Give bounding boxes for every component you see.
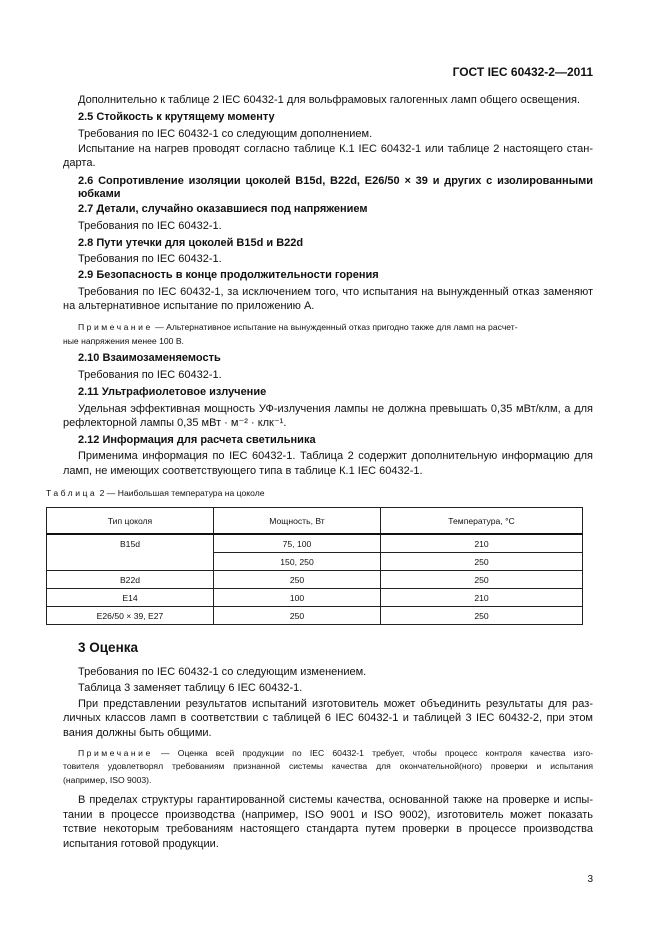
table-header-row [47,508,583,535]
paragraph: личных классов ламп в соответствии с таблицей 6 IEC 60432-1 и таблицей 3 IEC 60432-2, при этом [63,712,593,724]
table-row [47,553,583,571]
paragraph: Требования по IEC 60432-1. [78,253,222,265]
section-heading: 3 Оценка [78,640,138,655]
table-cell: 250 [214,571,381,589]
paragraph: Удельная эффективная мощность УФ-излучения лампы не должна превышать 0,35 мВт/клм, а для [78,403,593,415]
table-cell: 210 [381,589,583,607]
caption-label: Таблица [46,488,98,498]
document-header: ГОСТ IEC 60432-2—2011 [452,65,593,79]
section-heading: юбками [78,188,121,200]
table-cell: 150, 250 [214,553,381,571]
table-cell: 250 [381,553,583,571]
paragraph: В пределах структуры гарантированной системы качества, основанной также на проверке и испы- [78,794,593,806]
paragraph: рефлекторной лампы 0,35 мВт · м⁻² · клк⁻¹. [63,417,287,429]
paragraph: вания должны быть общими. [63,727,212,739]
table-row [47,589,583,607]
section-heading: 2.10 Взаимозаменяемость [78,352,221,364]
note [78,746,593,760]
paragraph: на альтернативное испытание по приложению А. [63,300,315,312]
note: товителя удовлетворял требованиям признанной системы качества для окончательной(ного) проверки и испытания [63,761,593,771]
paragraph: Требования по IEC 60432-1. [78,220,222,232]
paragraph: Требования по IEC 60432-1, за исключением того, что испытания на вынужденный отказ заменяют [78,286,593,298]
section-heading: 2.8 Пути утечки для цоколей B15d и B22d [78,237,304,249]
paragraph: Требования по IEC 60432-1. [78,369,222,381]
table-cell [47,553,214,571]
column-header: Тип цоколя [47,508,214,535]
paragraph: Дополнительно к таблице 2 IEC 60432-1 для вольфрамовых галогенных ламп общего освещения. [78,94,581,106]
page-number: 3 [587,874,593,885]
section-heading: 2.9 Безопасность в конце продолжительности горения [78,269,379,281]
table-caption [46,488,265,498]
table-cell: E26/50 × 39, E27 [47,607,214,625]
paragraph: Применима информация по IEC 60432-1. Таблица 2 содержит дополнительную информацию для [78,450,593,462]
note: ные напряжения менее 100 В. [63,336,184,346]
table-cell: 210 [381,534,583,553]
base-temperature-table [46,507,583,625]
note-label: Примечание [78,748,153,758]
table-cell: B22d [47,571,214,589]
column-header: Температура, °C [381,508,583,535]
column-header: Мощность, Вт [214,508,381,535]
section-heading: 2.11 Ультрафиолетовое излучение [78,386,267,398]
table-cell: 250 [214,607,381,625]
paragraph: дарта. [63,157,96,169]
note [78,320,593,334]
note: (например, ISO 9003). [63,775,152,785]
caption-text: 2 — Наибольшая температура на цоколе [99,488,265,498]
table-cell: E14 [47,589,214,607]
section-heading: 2.5 Стойкость к крутящему моменту [78,111,275,123]
paragraph: тствие некоторым требованиям настоящего стандарта путем проверки в процессе производства [63,823,593,835]
note-label: Примечание [78,322,153,332]
table-cell: B15d [47,534,214,553]
paragraph: Испытание на нагрев проводят согласно таблице К.1 IEC 60432-1 или таблице 2 настоящего стан- [78,143,593,155]
table-cell: 75, 100 [214,534,381,553]
note-text: — Альтернативное испытание на вынужденный отказ пригодно также для ламп на расчет- [155,322,518,332]
table-cell: 100 [214,589,381,607]
table-row [47,607,583,625]
paragraph: Таблица 3 заменяет таблицу 6 IEC 60432-1. [78,682,303,694]
note-text: — Оценка всей продукции по IEC 60432-1 требует, чтобы процесс контроля качества изго- [160,748,593,758]
table-cell: 250 [381,571,583,589]
paragraph: Требования по IEC 60432-1 со следующим изменением. [78,666,367,678]
table-row [47,534,583,553]
section-heading: 2.6 Сопротивление изоляции цоколей B15d, B22d, E26/50 × 39 и других с изолированными [78,175,593,187]
paragraph: Требования по IEC 60432-1 со следующим дополнением. [78,128,373,140]
table-row [47,571,583,589]
paragraph: ламп, не имеющих соответствующего типа в таблице К.1 IEC 60432-1. [63,465,423,477]
paragraph: При представлении результатов испытаний изготовитель может объединить результаты для раз- [78,698,593,710]
paragraph: тании в процессе производства (например, ISO 9001 и ISO 9002), изготовитель может показать [63,809,593,821]
section-heading: 2.7 Детали, случайно оказавшиеся под напряжением [78,203,368,215]
table-cell: 250 [381,607,583,625]
section-heading: 2.12 Информация для расчета светильника [78,434,316,446]
paragraph: испытания готовой продукции. [63,838,219,850]
